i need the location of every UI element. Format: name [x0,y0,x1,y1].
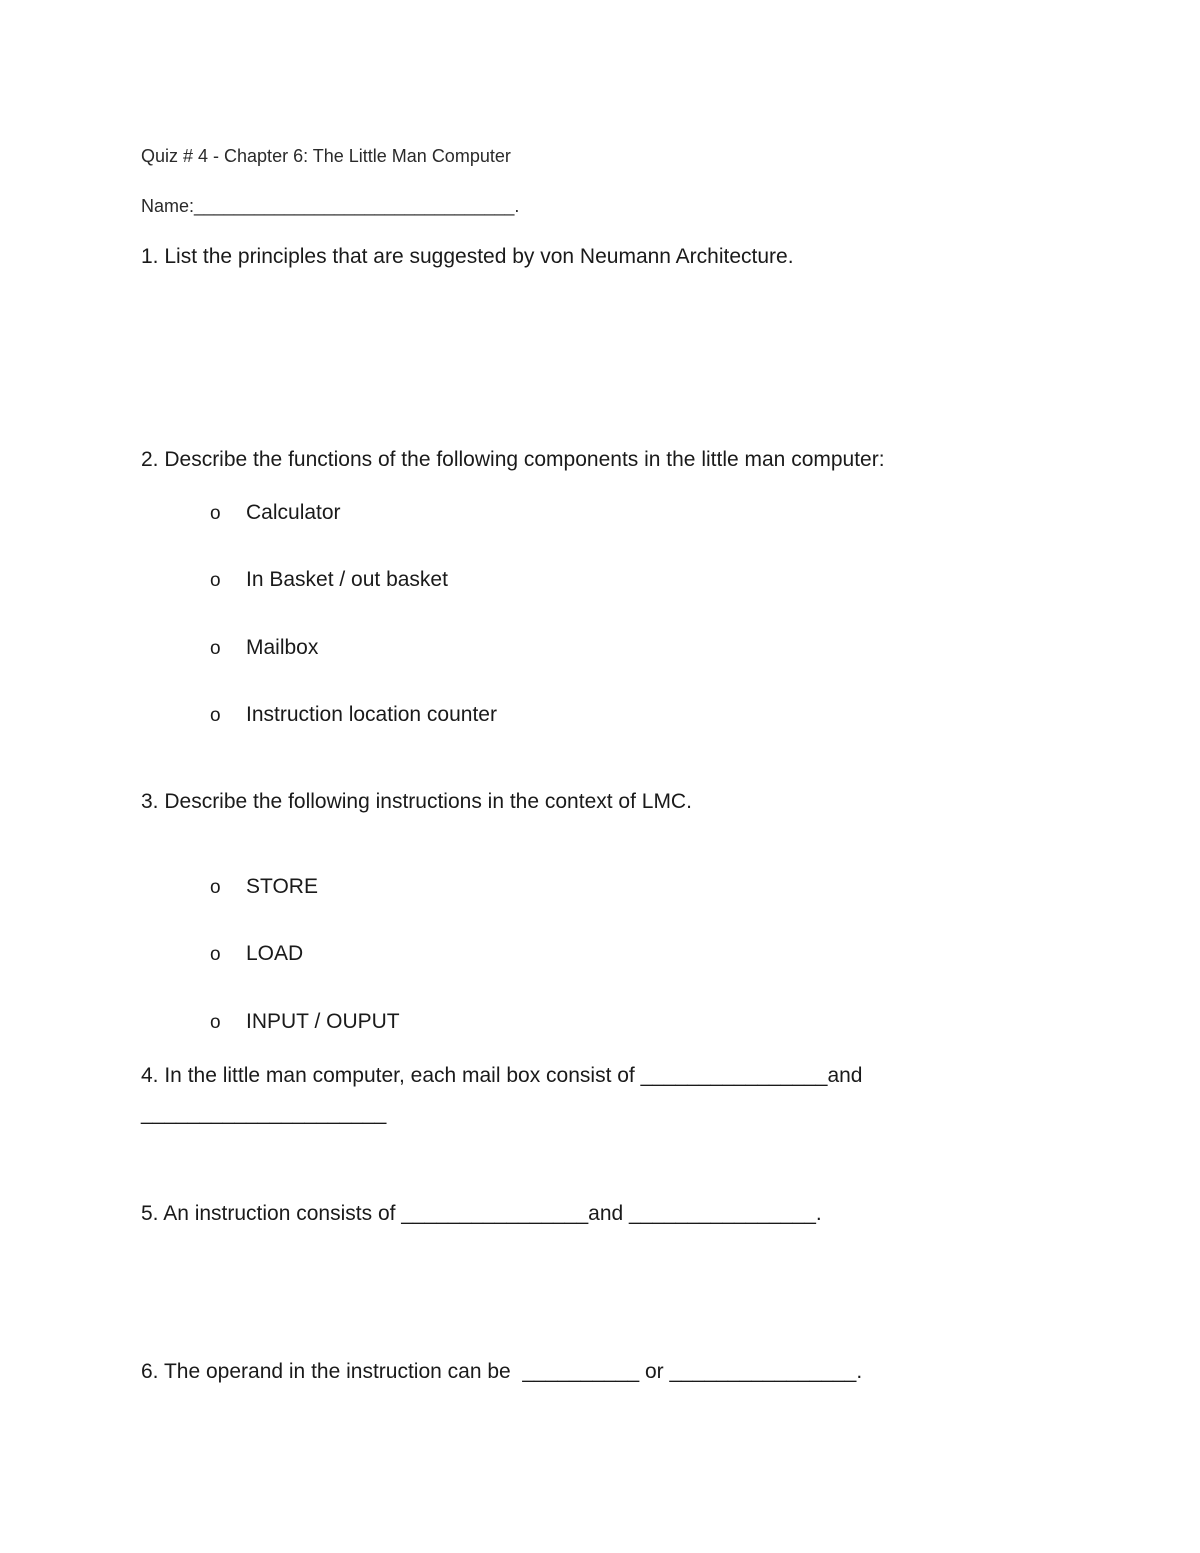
list-item: Instruction location counter [246,703,497,726]
bullet-marker: o [210,638,221,659]
list-item: INPUT / OUPUT [246,1010,400,1033]
list-item: In Basket / out basket [246,568,448,591]
list-item: STORE [246,875,318,898]
question-6: 6. The operand in the instruction can be __________ or ________________. [141,1360,863,1383]
quiz-title: Quiz # 4 - Chapter 6: The Little Man Computer [141,146,511,166]
bullet-marker: o [210,1012,221,1033]
bullet-marker: o [210,503,221,524]
question-4-continuation: _____________________ [141,1102,387,1125]
bullet-marker: o [210,944,221,965]
list-item: Mailbox [246,636,319,659]
question-1: 1. List the principles that are suggested by von Neumann Architecture. [141,245,794,268]
question-4: 4. In the little man computer, each mail box consist of ________________and [141,1064,863,1087]
list-item: Calculator [246,501,341,524]
list-item: LOAD [246,942,304,965]
question-3: 3. Describe the following instructions in the context of LMC. [141,790,692,813]
question-5: 5. An instruction consists of ________________and ________________. [141,1202,822,1225]
question-2: 2. Describe the functions of the following components in the little man computer: [141,448,885,471]
bullet-marker: o [210,877,221,898]
name-field-line: Name:________________________________. [141,196,520,216]
bullet-marker: o [210,570,221,591]
bullet-marker: o [210,705,221,726]
